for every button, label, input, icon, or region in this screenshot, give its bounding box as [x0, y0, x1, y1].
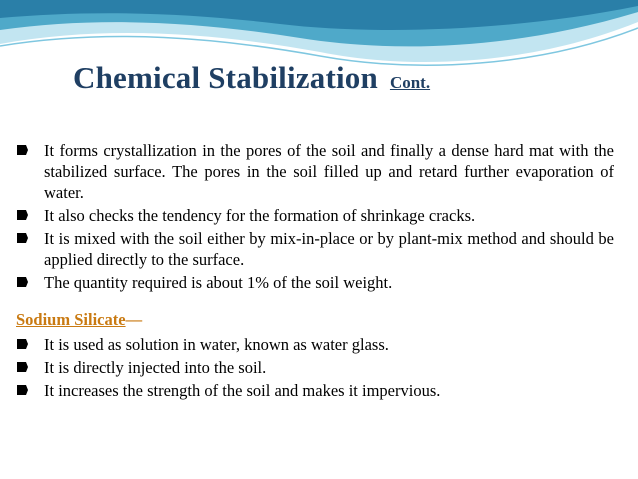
bullet-item: [8, 272, 614, 293]
square-bullet-icon: [15, 360, 29, 374]
bullet-item: [8, 380, 614, 401]
bullet-text: It forms crystallization in the pores of the soil and finally a dense hard mat with the stabilized surface. The pores in the soil filled up and retard further evaporation of water.: [44, 141, 614, 202]
section-heading-dash: —: [125, 310, 143, 329]
square-bullet-icon: [15, 383, 29, 397]
bullet-text: The quantity required is about 1% of the soil weight.: [44, 273, 393, 292]
square-bullet-icon: [15, 275, 29, 289]
title-cont-label: Cont.: [389, 73, 431, 92]
section-heading-text: Sodium Silicate: [16, 310, 126, 329]
bullet-item: [8, 228, 614, 270]
square-bullet-icon: [15, 231, 29, 245]
sodium-silicate-section: [8, 309, 614, 401]
square-bullet-icon: [15, 337, 29, 351]
bullet-text: It is used as solution in water, known as water glass.: [44, 335, 389, 354]
slide-body: [8, 140, 614, 403]
bullet-text: It is directly injected into the soil.: [44, 358, 267, 377]
bullet-text: It also checks the tendency for the formation of shrinkage cracks.: [44, 206, 476, 225]
bullet-list-main: [8, 140, 614, 293]
square-bullet-icon: [15, 143, 29, 157]
bullet-item: [8, 334, 614, 355]
bullet-text: It increases the strength of the soil and makes it impervious.: [44, 381, 441, 400]
bullet-item: [8, 357, 614, 378]
bullet-list-section: [8, 334, 614, 401]
slide-title: [73, 60, 438, 96]
bullet-item: [8, 140, 614, 203]
bullet-text: It is mixed with the soil either by mix-in-place or by plant-mix method and should be applied directly to the surface.: [44, 229, 614, 269]
square-bullet-icon: [15, 208, 29, 222]
title-text: Chemical Stabilization: [73, 60, 378, 95]
bullet-item: [8, 205, 614, 226]
section-heading: [8, 309, 614, 330]
